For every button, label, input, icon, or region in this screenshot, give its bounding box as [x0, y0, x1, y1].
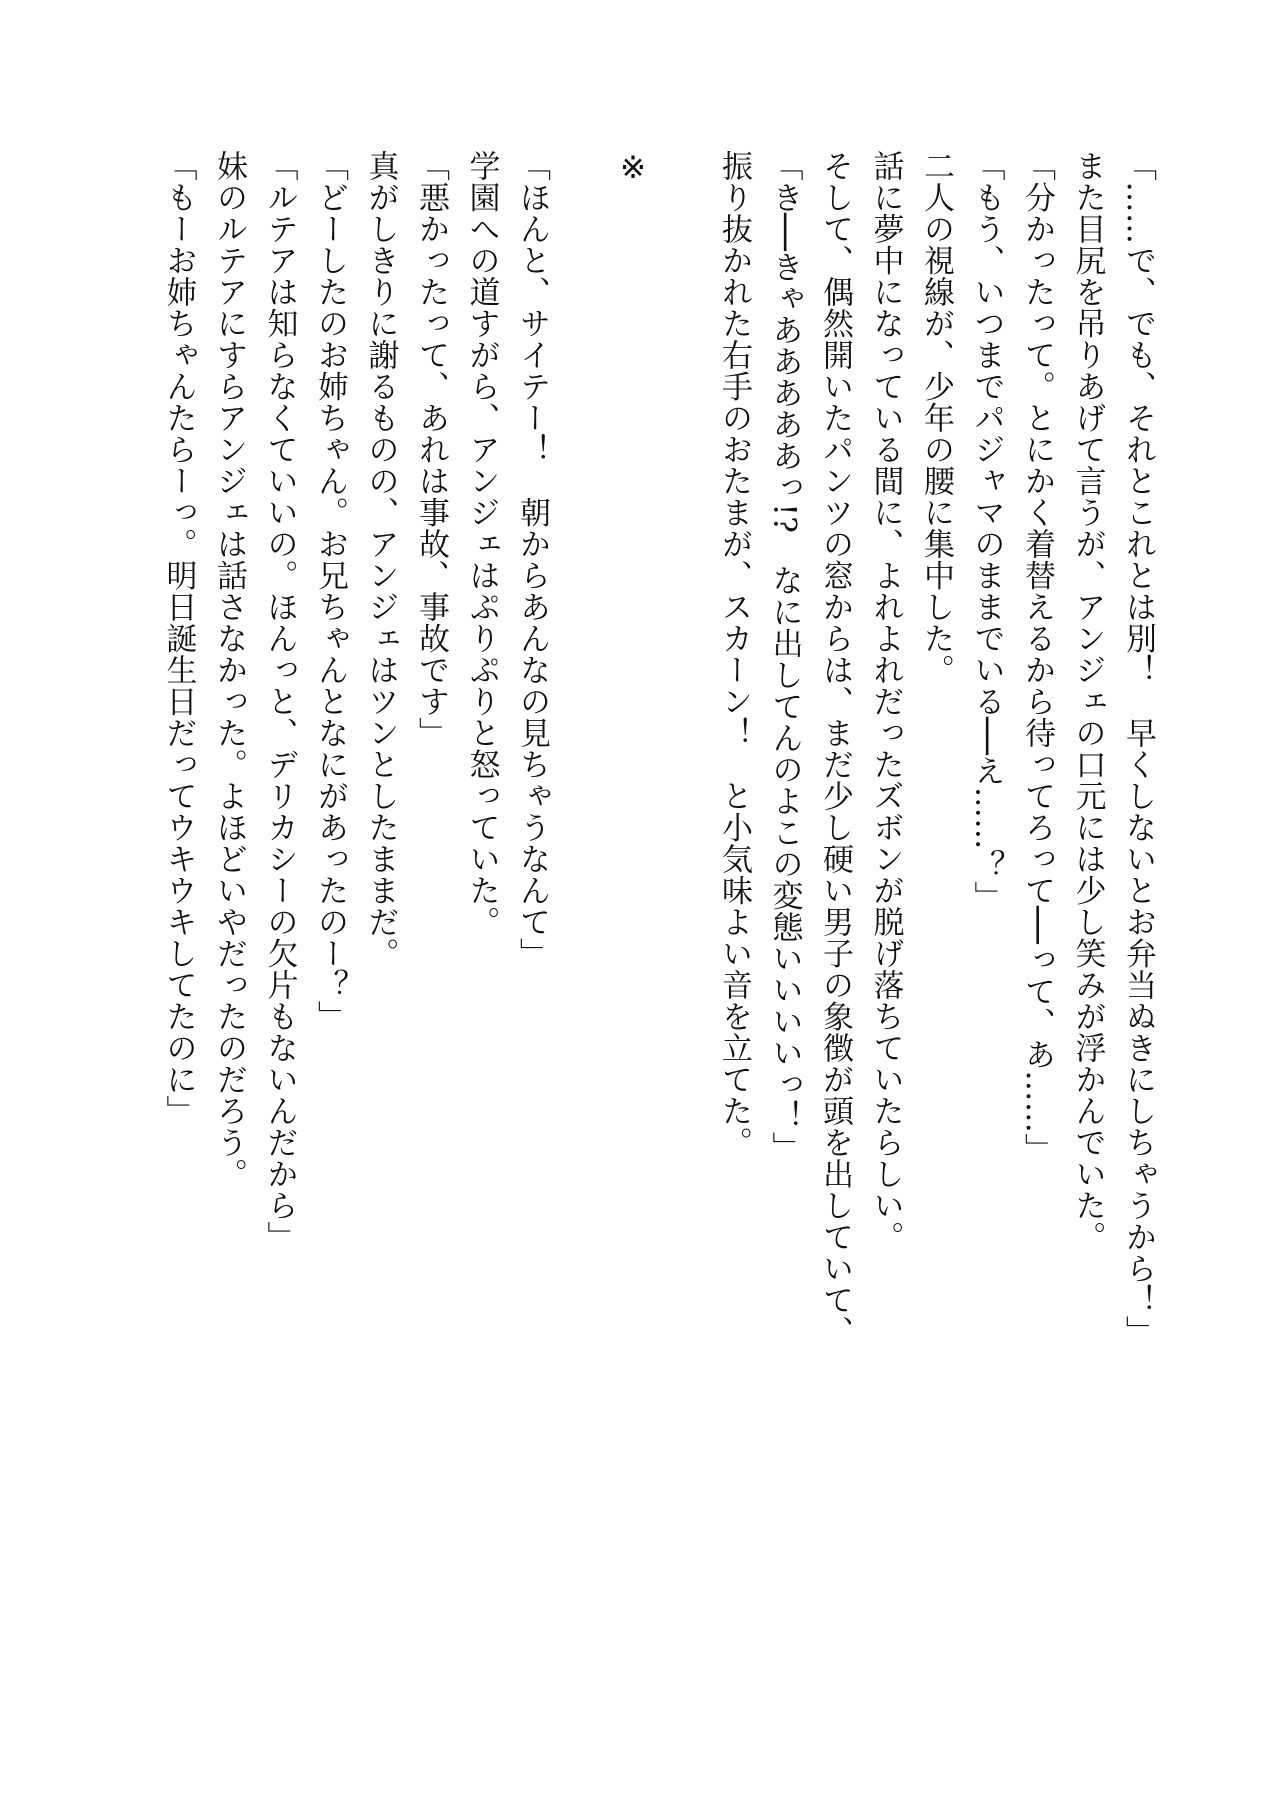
text-line: 「……で、でも、それとこれとは別！ 早くしないとお弁当ぬきにしちゃうから！」	[1120, 150, 1156, 1347]
text-line: 「もーお姉ちゃんたらーっ。明日誕生日だってウキウキしてたのに」	[160, 150, 197, 1127]
text-line: 真がしきりに謝るものの、アンジェはツンとしたままだ。	[362, 150, 399, 969]
text-line: 「ほんと、サイテー！ 朝からあんなの見ちゃうなんて」	[514, 150, 550, 969]
text-line: 「悪かったって、あれは事故、事故です」	[413, 150, 449, 749]
text-line: 振り抜かれた右手のおたまが、スカーン！ と小気味よい音を立てた。	[716, 150, 752, 1158]
text-line: 学園への道すがら、アンジェはぷりぷりと怒っていた。	[463, 150, 500, 938]
text-line: また目尻を吊りあげて言うが、アンジェの口元には少し笑みが浮かんでいた。	[1069, 150, 1106, 1253]
text-line: 妹のルテアにすらアンジェは話さなかった。よほどいやだったのだろう。	[211, 150, 247, 1190]
text-line: 二人の視線が、少年の腰に集中した。	[918, 150, 954, 686]
text-line: 「ルテアは知らなくていいの。ほんっと、デリカシーの欠片もないんだから」	[261, 150, 298, 1253]
text-line: 「どーしたのお姉ちゃん。お兄ちゃんとなにがあったのー？」	[312, 150, 348, 1032]
text-line: 「き──きゃあああああっ!? なに出してんのよこの変態いいいいっ！」	[766, 150, 803, 1164]
text-line: 「もう、いつまでパジャマのままでいる──え……？」	[968, 150, 1005, 913]
text-line: 話に夢中になっている間に、よれよれだったズボンが脱げ落ちていたらしい。	[867, 150, 904, 1253]
blank-line	[557, 150, 608, 1670]
text-line: 「分かったって。とにかく着替えるから待ってろって──って、あ……」	[1019, 150, 1055, 1165]
scene-break-mark: ※	[615, 150, 651, 187]
text-line: そして、偶然開いたパンツの窓からは、まだ少し硬い男子の象徴が頭を出していて、	[817, 150, 853, 1347]
blank-line	[658, 150, 709, 1670]
vertical-text-body	[153, 150, 1163, 1670]
